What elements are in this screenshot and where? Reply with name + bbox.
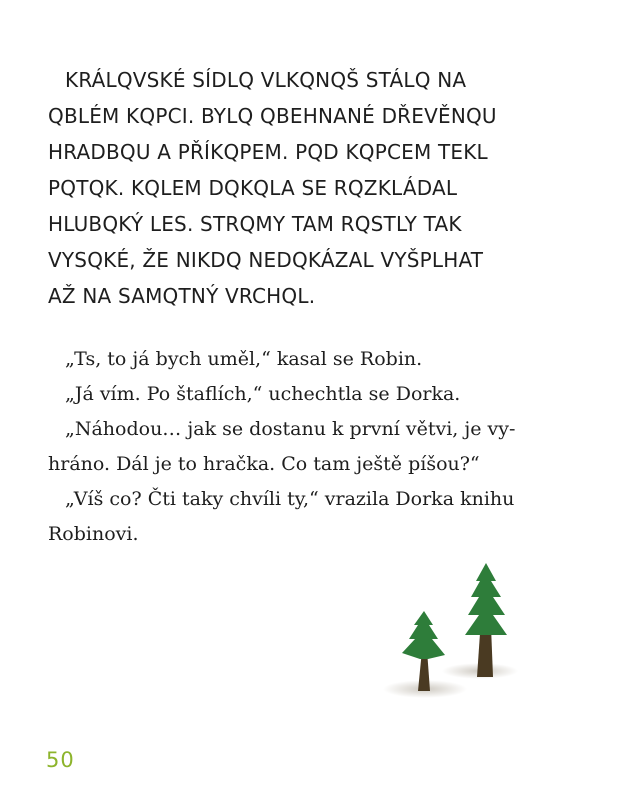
text-line: KRÁLQVSKÉ SÍDLQ VLKQNQŠ STÁLQ NA bbox=[65, 68, 467, 92]
text-line: AŽ NA SAMQTNÝ VRCHQL. bbox=[48, 284, 316, 308]
dialogue-line: „Ts, to já bych uměl,“ kasal se Robin. bbox=[65, 348, 423, 370]
dialogue-line: hráno. Dál je to hračka. Co tam ještě píšou?“ bbox=[48, 453, 480, 475]
text-line: VYSQKÉ, ŽE NIKDQ NEDQKÁZAL VYŠPLHAT bbox=[48, 248, 484, 272]
dialogue-line: „Náhodou… jak se dostanu k první větvi, je vy- bbox=[65, 418, 516, 440]
dialogue-line: Robinovi. bbox=[48, 523, 139, 545]
dialogue-line: „Já vím. Po štaflích,“ uchechtla se Dorka. bbox=[65, 383, 461, 405]
dialogue-passage bbox=[48, 342, 608, 552]
dialogue-line: „Víš co? Čti taky chvíli ty,“ vrazila Dorka knihu bbox=[65, 488, 515, 510]
page-number: 50 bbox=[46, 748, 75, 772]
text-line: PQTQK. KQLEM DQKQLA SE RQZKLÁDAL bbox=[48, 176, 458, 200]
text-line: HLUBQKÝ LES. STRQMY TAM RQSTLY TAK bbox=[48, 212, 462, 236]
text-line: HRADBQU A PŘÍKQPEM. PQD KQPCEM TEKL bbox=[48, 140, 488, 164]
uppercase-passage bbox=[48, 62, 608, 314]
text-line: QBLÉM KQPCI. BYLQ QBEHNANÉ DŘEVĚNQU bbox=[48, 104, 497, 128]
pine-trees-icon bbox=[380, 555, 550, 705]
